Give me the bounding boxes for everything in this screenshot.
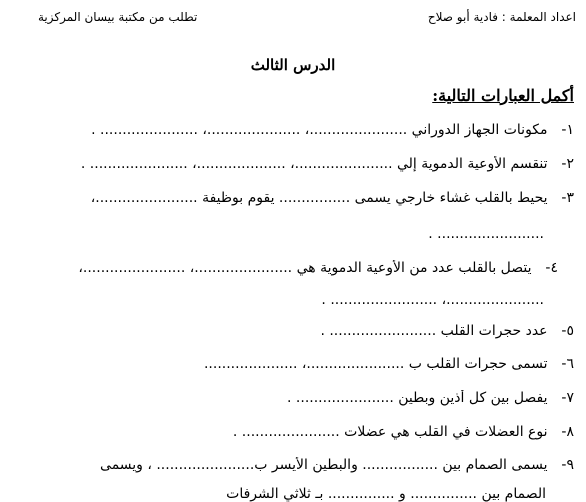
question-text: يفصل بين كل أذين وبطين ...................... . (287, 390, 548, 406)
question-text: تنقسم الأوعية الدموية إلي ......................، ....................، ...................... . (80, 156, 548, 172)
question-text: مكونات الجهاز الدوراني ......................، .....................، ...................... . (91, 122, 548, 138)
question-line (12, 122, 574, 138)
question-text: يتصل بالقلب عدد من الأوعية الدموية هي ......................، .......................، (78, 260, 532, 276)
question-line (12, 190, 574, 206)
question-number: ٥- (561, 323, 574, 339)
question-line (12, 356, 574, 372)
question-text: يحيط بالقلب غشاء خارجي يسمى ................ يقوم بوظيفة .......................، (90, 190, 548, 206)
question-text: عدد حجرات القلب ........................ . (320, 323, 548, 339)
library-credit: تطلب من مكتبة بيسان المركزية (38, 10, 198, 24)
question-number: ٧- (561, 390, 574, 406)
question-number: ٣- (561, 190, 574, 206)
question-line (12, 323, 574, 339)
question-number: ١- (561, 122, 574, 138)
lesson-title: الدرس الثالث (250, 56, 336, 74)
question-continuation: الصمام بين ............... و ............... بـ ثلاثي الشرفات (226, 486, 546, 502)
question-number: ٩- (561, 457, 574, 473)
question-number: ٨- (561, 424, 574, 440)
question-line (12, 156, 574, 172)
question-text: تسمى حجرات القلب ب ......................، ..................... (203, 356, 548, 372)
question-continuation: ........................ . (428, 226, 544, 242)
question-line (12, 457, 574, 473)
teacher-credit: اعداد المعلمة : فادية أبو صلاح (427, 10, 576, 24)
question-line (12, 260, 558, 276)
question-number: ٦- (561, 356, 574, 372)
question-continuation: ......................، ........................ . (321, 292, 544, 308)
question-number: ٢- (561, 156, 574, 172)
question-line (12, 390, 574, 406)
question-text: نوع العضلات في القلب هي عضلات ...................... . (232, 424, 548, 440)
question-number: ٤- (545, 260, 558, 276)
question-line (12, 424, 574, 440)
question-text: يسمى الصمام بين ................. والبطين الأيسر ب...................... ، ويسمى (100, 457, 548, 473)
instruction-heading: أكمل العبارات التالية: (432, 86, 574, 105)
